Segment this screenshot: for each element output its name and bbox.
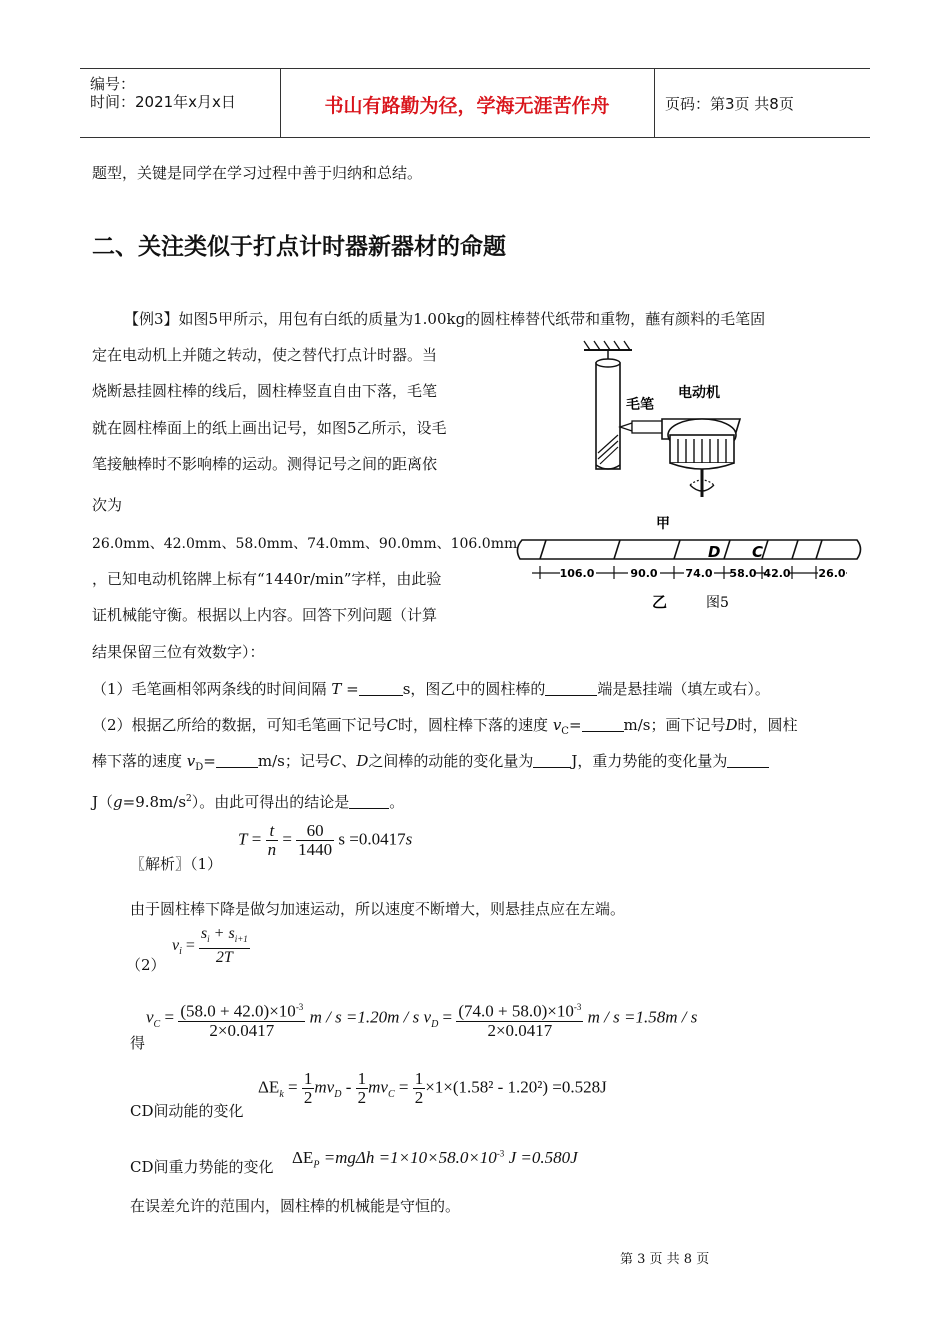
example-line-7: 26.0mm、42.0mm、58.0mm、74.0mm、90.0mm、106.0mm: [92, 536, 518, 552]
solution-text-1: 由于圆柱棒下降是做匀加速运动，所以速度不断增大，则悬挂点应在左端。: [130, 900, 626, 918]
answer-blank: [216, 753, 258, 768]
cylinder-rod: [596, 359, 620, 469]
ceiling-hatch: [584, 341, 630, 350]
motor-icon: [662, 419, 740, 497]
example-line-2: 定在电动机上并随之转动，使之替代打点计时器。当: [92, 346, 438, 364]
question-2-end: $J(g=9.8m/s^2)$。由此可得出的结论是 。: [92, 793, 405, 811]
dim-74: 74.0: [685, 567, 713, 580]
answer-blank: [582, 717, 624, 732]
formula-kinetic: $\Delta E_k$ = $\frac{1}{2}$ $mv_D$ - $\frac{1}{2}$ $mv_C$ = $\frac{1}{2}$ ×1×(1.58² - 1.20²) =0.528J: [258, 1069, 607, 1107]
solution-label: 〖解析〗（1）: [130, 855, 223, 873]
header-right-cell: [654, 69, 871, 137]
conclusion: 在误差允许的范围内，圆柱棒的机械能是守恒的。: [130, 1197, 461, 1215]
mark-c: C: [752, 543, 764, 561]
dim-58: 58.0: [729, 567, 757, 580]
example-line-8: ，已知电动机铭牌上标有“1440r/min”字样，由此验: [92, 570, 442, 588]
figure-5: [512, 335, 872, 625]
ke-label: CD间动能的变化: [130, 1102, 244, 1120]
dim-42: 42.0: [763, 567, 791, 580]
question-2: （2）根据乙所给的数据，可知毛笔画下记号C时，圆柱棒下落的速度 $v_C= m/s$；画下记号D时，圆柱: [92, 716, 798, 737]
formula-period: T = $\frac{t}{n}$ = $\frac{60}{1440}$ s =0.0417s: [238, 821, 413, 859]
answer-blank: [533, 753, 571, 768]
dim-26: 26.0: [818, 567, 846, 580]
dim-106: 106.0: [559, 567, 595, 580]
page-indicator: 页码：第3页 共8页: [665, 95, 794, 113]
paper-strip: [517, 540, 860, 559]
mark-d: D: [708, 543, 721, 561]
answer-blank: [359, 681, 403, 696]
figure-label-yi: 乙: [652, 593, 668, 611]
brush-label: 毛笔: [626, 397, 654, 413]
answer-blank: [349, 794, 389, 809]
formula-vc-vd: $v_C$ = $\frac{(58.0 + 42.0)\times 10^{-3}}{2\times 0.0417}$ m / s =1.20m / s $v_D$ = $\frac{(74.0 + 58.0)\times 10^{-3}}{2\times 0.0417}$ m / s =1.58m / s: [146, 998, 697, 1040]
example-line-4: 就在圆柱棒面上的纸上画出记号，如图5乙所示，设毛: [92, 419, 447, 437]
dim-90: 90.0: [630, 567, 658, 580]
page-header: [80, 68, 870, 138]
de-label: 得: [130, 1034, 146, 1052]
example-line-1: 【例3】如图5甲所示，用包有白纸的质量为1.00kg的圆柱棒替代纸带和重物，蘸有颜料的毛笔固: [124, 310, 766, 328]
example-line-9: 证机械能守衡。根据以上内容。回答下列问题（计算: [92, 606, 438, 624]
question-1: （1）毛笔画相邻两条线的时间间隔 T = s，图乙中的圆柱棒的 端是悬挂端（填左或右）。: [92, 680, 770, 698]
serial-label: 编号：: [90, 75, 136, 93]
example-line-10: 结果保留三位有效数字）：: [92, 643, 265, 661]
page-footer: 第 3 页 共 8 页: [620, 1252, 710, 1267]
example-line-5: 笔接触棒时不影响棒的运动。测得记号之间的距离依: [92, 455, 438, 473]
formula-velocity: $v_i$ = $\frac{s_i + s_{i+1}}{2T}$: [172, 925, 248, 967]
solution-label-2: （2）: [126, 956, 166, 974]
answer-blank: [545, 681, 597, 696]
answer-blank: [727, 753, 769, 768]
motor-label: 电动机: [678, 385, 720, 401]
figure-label-jia: 甲: [656, 516, 670, 532]
intro-line: 题型，关键是同学在学习过程中善于归纳和总结。: [92, 164, 423, 182]
section-title: 二、关注类似于打点计时器新器材的命题: [92, 234, 506, 260]
example-line-6: 次为: [92, 496, 123, 514]
date-label: 时间：2021年x月x日: [90, 93, 236, 111]
pe-label: CD间重力势能的变化: [130, 1158, 274, 1176]
header-left-cell: [80, 69, 281, 137]
formula-potential: $\Delta E_P =mg\Delta h =1\times 10\times 58.0\times 10^{-3}$ J =0.580J: [292, 1148, 578, 1171]
example-line-3: 烧断悬挂圆柱棒的线后，圆柱棒竖直自由下落，毛笔: [92, 382, 438, 400]
header-motto: 书山有路勤为径，学海无涯苦作舟: [324, 95, 610, 117]
question-2-cont: 棒下落的速度 $v_D= m/s$；记号C、D之间棒的动能的变化量为 J，重力势能的变化量为: [92, 752, 769, 777]
figure-caption: 图5: [706, 595, 729, 611]
